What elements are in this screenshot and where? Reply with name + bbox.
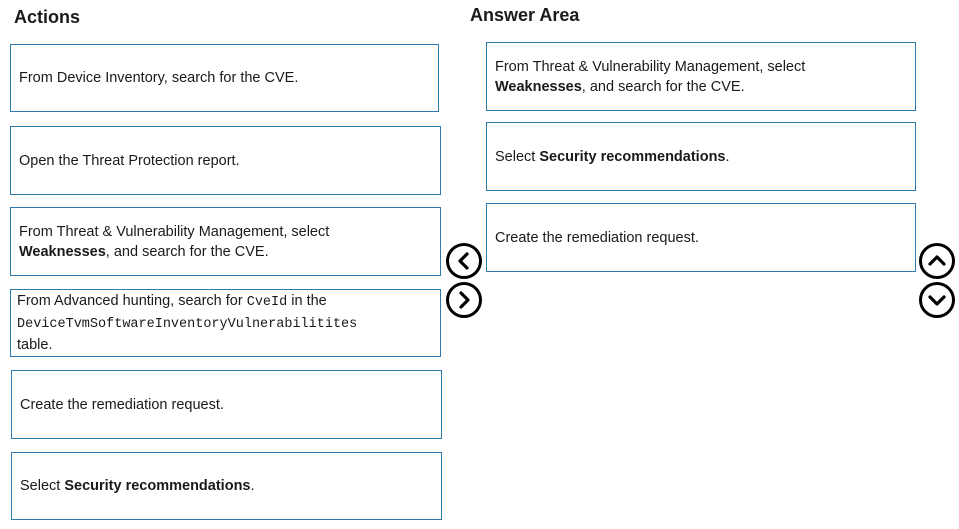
answer-item-label: Create the remediation request.	[495, 229, 699, 246]
action-item-label	[17, 291, 357, 356]
chevron-up-icon	[928, 252, 946, 270]
chevron-down-icon	[928, 291, 946, 309]
action-item-label: Create the remediation request.	[20, 396, 224, 413]
answer-item-create-remediation[interactable]	[486, 203, 916, 272]
action-item-bold-text: Weaknesses	[19, 243, 106, 260]
chevron-left-icon	[455, 252, 473, 270]
action-item-text-after: , and search for the CVE.	[105, 243, 269, 260]
answer-area-heading: Answer Area	[470, 5, 580, 25]
action-item-create-remediation[interactable]	[11, 370, 442, 439]
action-item-label: Open the Threat Protection report.	[19, 152, 240, 169]
action-item-code-cveid: CveId	[246, 294, 288, 310]
actions-heading: Actions	[14, 7, 81, 27]
action-item-code-table: DeviceTvmSoftwareInventoryVulnerabilitites	[17, 316, 358, 332]
answer-item-text-line1: From Threat & Vulnerability Management, select	[495, 58, 806, 75]
action-item-text-suffix: table.	[17, 336, 53, 353]
action-item-text-prefix: Select	[20, 478, 65, 494]
answer-item-text-prefix: Select	[495, 148, 540, 165]
action-item-text-mid: in the	[287, 292, 327, 309]
action-item-threat-protection-report[interactable]	[10, 126, 441, 195]
answer-item-security-recommendations[interactable]	[486, 122, 916, 191]
action-item-security-recommendations[interactable]	[11, 452, 442, 520]
answer-item-tvm-weaknesses[interactable]	[486, 42, 916, 111]
answer-item-text-suffix: .	[725, 148, 730, 165]
move-right-button[interactable]	[446, 282, 482, 318]
move-up-button[interactable]	[919, 243, 955, 279]
answer-item-bold-text: Security recommendations	[539, 148, 726, 165]
action-item-text-line1: From Threat & Vulnerability Management, select	[19, 223, 330, 240]
answer-item-label	[495, 147, 730, 167]
move-left-button[interactable]	[446, 243, 482, 279]
action-item-label	[19, 222, 329, 262]
action-item-text-prefix: From Advanced hunting, search for	[17, 292, 247, 309]
action-item-advanced-hunting[interactable]	[10, 289, 441, 357]
action-item-text-suffix: .	[250, 478, 255, 494]
action-item-device-inventory[interactable]	[10, 44, 439, 112]
answer-item-text-after: , and search for the CVE.	[581, 78, 745, 95]
chevron-right-icon	[455, 291, 473, 309]
move-down-button[interactable]	[919, 282, 955, 318]
action-item-tvm-weaknesses[interactable]	[10, 207, 441, 276]
answer-item-label	[495, 57, 805, 97]
action-item-bold-text: Security recommendations	[64, 478, 251, 494]
action-item-label: From Device Inventory, search for the CVE.	[19, 70, 299, 86]
answer-item-bold-text: Weaknesses	[495, 78, 582, 95]
action-item-label	[20, 476, 255, 496]
